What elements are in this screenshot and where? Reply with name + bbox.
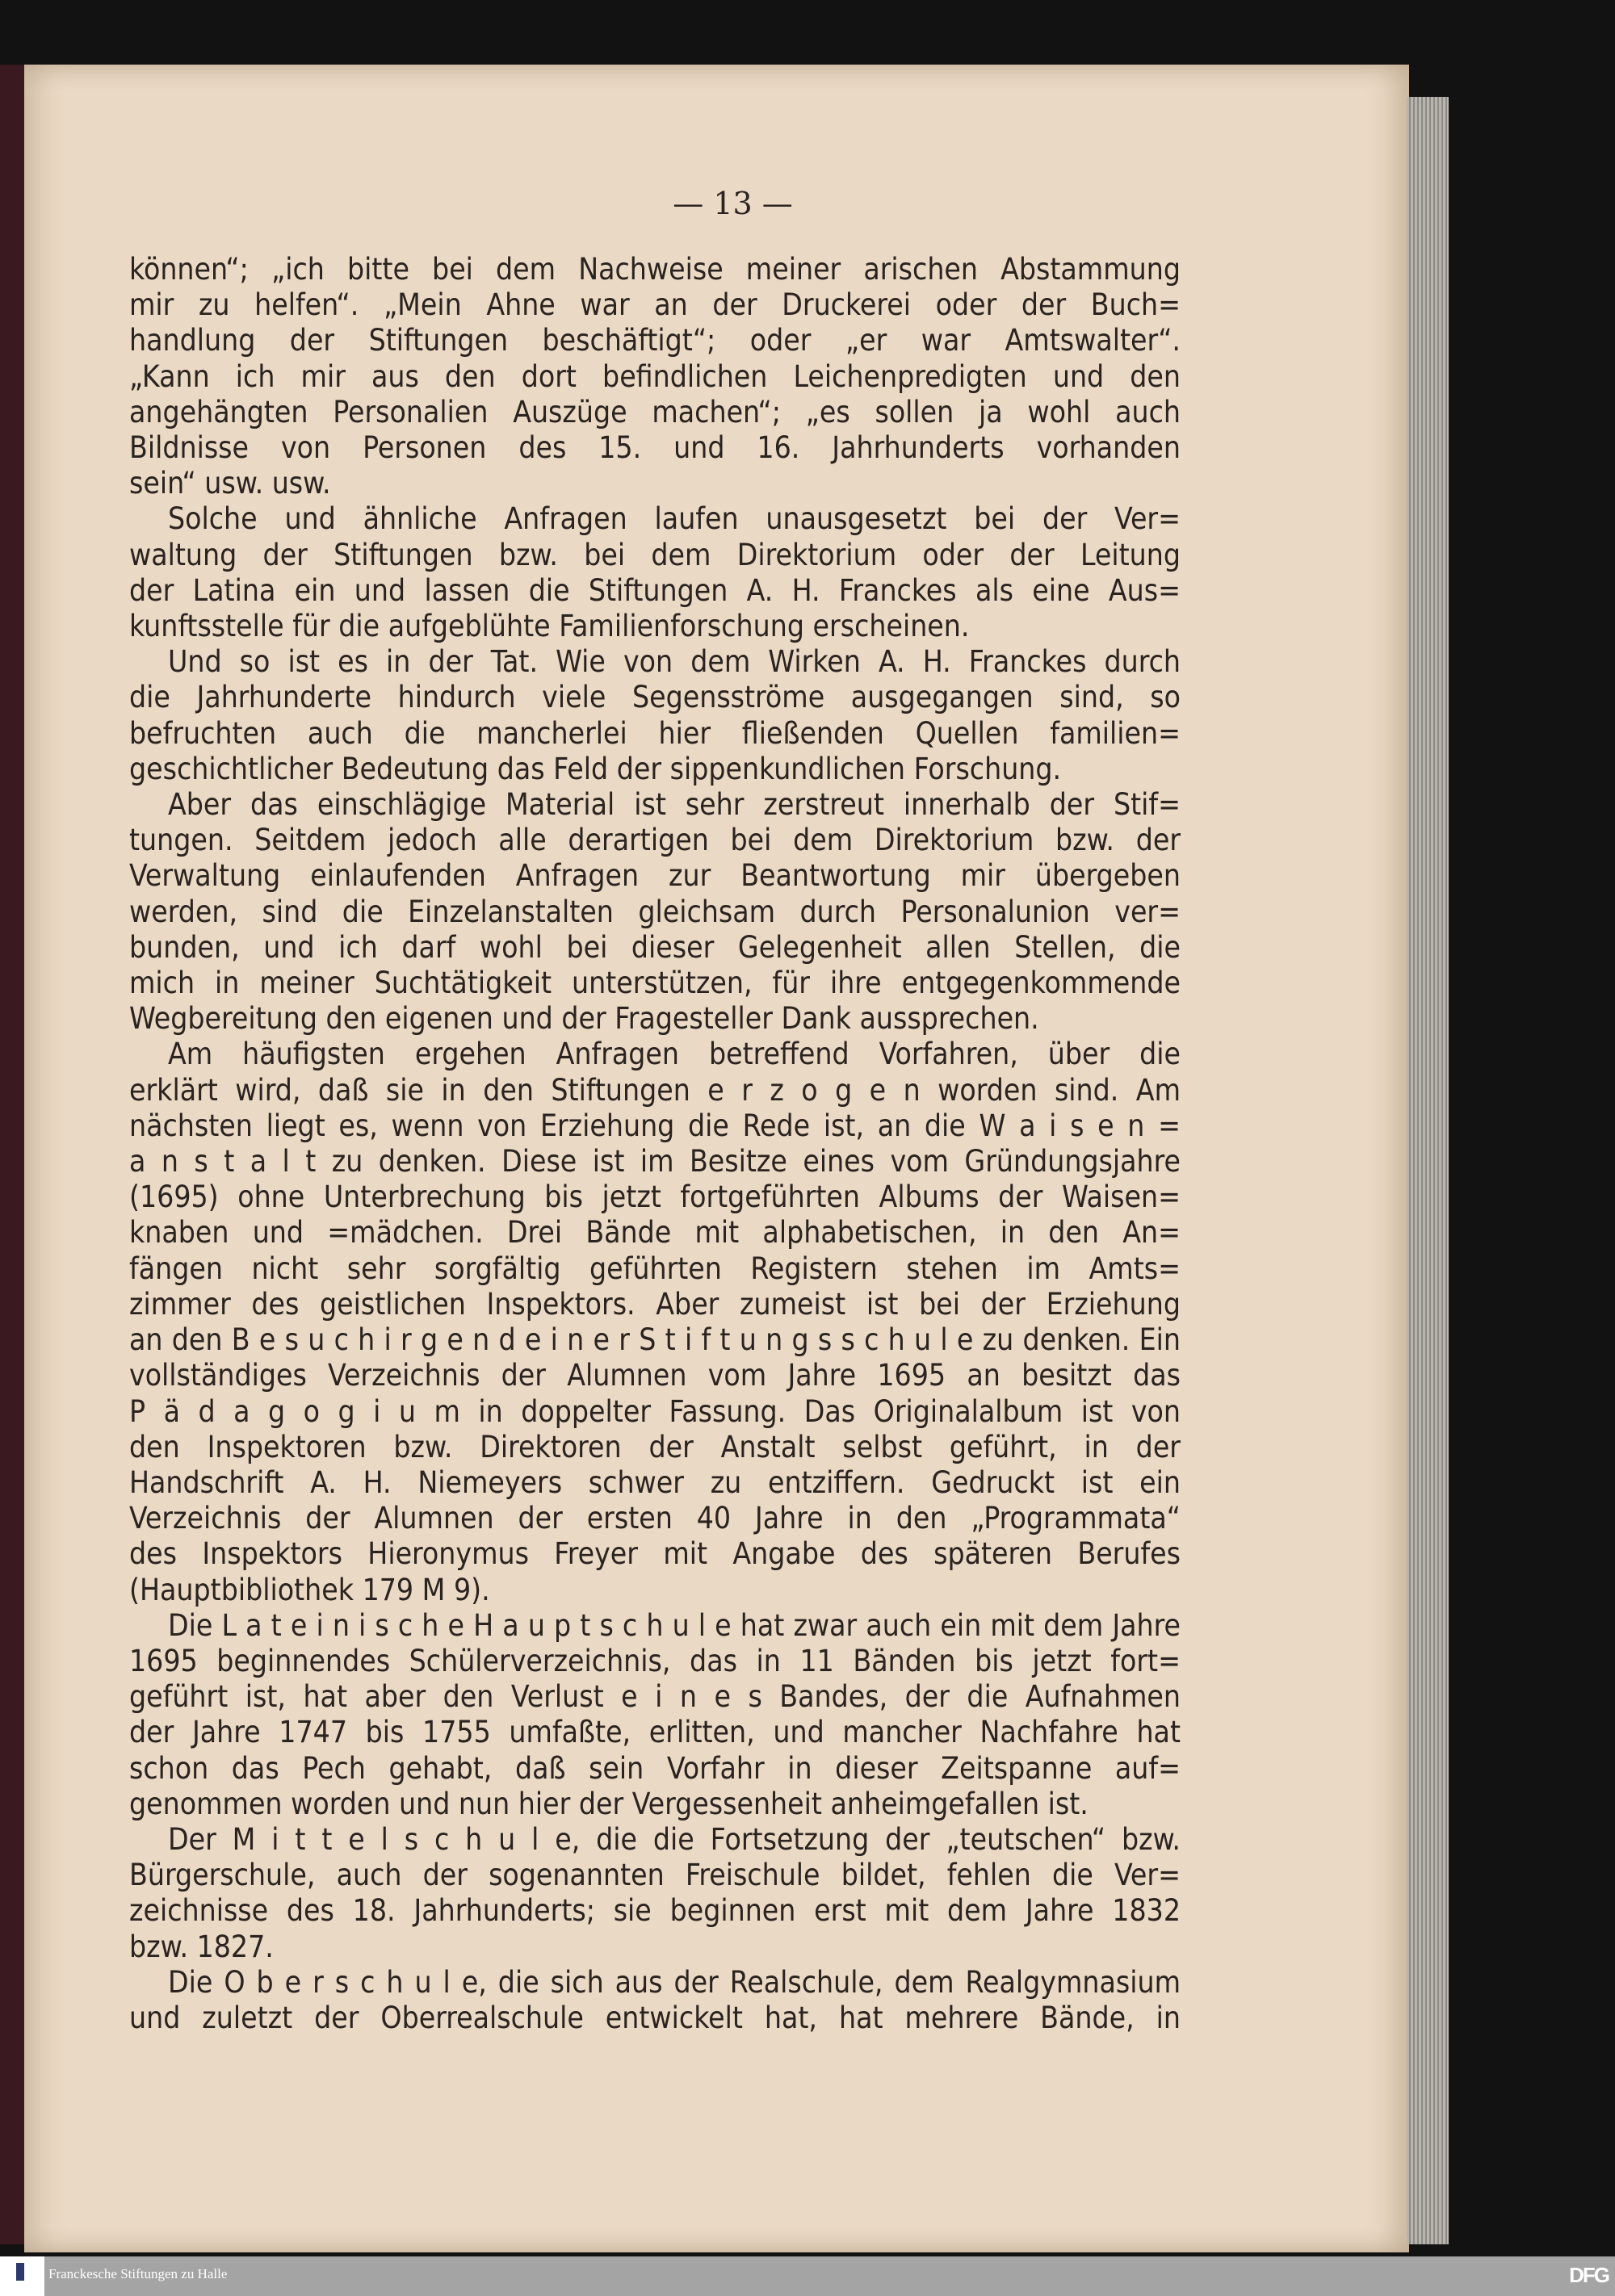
footer-bar bbox=[0, 2256, 1615, 2296]
text-line: Die O b e r s c h u l e, die sich aus der Realschule, dem Realgymnasium bbox=[168, 1964, 1181, 2000]
text-line: die Jahrhunderte hindurch viele Segensströme ausgegangen sind, so bbox=[129, 680, 1181, 715]
text-line: befruchten auch die mancherlei hier fließenden Quellen familien= bbox=[129, 715, 1181, 751]
text-line: des Inspektors Hieronymus Freyer mit Angabe des späteren Berufes bbox=[129, 1536, 1181, 1572]
text-line: schon das Pech gehabt, daß sein Vorfahr in dieser Zeitspanne auf= bbox=[129, 1750, 1181, 1786]
text-line: der Latina ein und lassen die Stiftungen A. H. Franckes als eine Aus= bbox=[129, 572, 1181, 608]
text-line: knaben und =mädchen. Drei Bände mit alphabetischen, in den An= bbox=[129, 1215, 1181, 1251]
text-line: fängen nicht sehr sorgfältig geführten Registern stehen im Amts= bbox=[129, 1251, 1181, 1286]
text-line: genommen worden und nun hier der Vergessenheit anheimgefallen ist. bbox=[129, 1786, 1089, 1821]
text-line: a n s t a l t zu denken. Diese ist im Besitze eines vom Gründungsjahre bbox=[129, 1144, 1181, 1179]
text-line: tungen. Seitdem jedoch alle derartigen bei dem Direktorium bzw. der bbox=[129, 823, 1181, 858]
text-line: Verzeichnis der Alumnen der ersten 40 Jahre in den „Programmata“ bbox=[129, 1501, 1181, 1536]
text-line: bunden, und ich darf wohl bei dieser Gelegenheit allen Stellen, die bbox=[129, 929, 1181, 965]
page-number: — 13 — bbox=[673, 186, 793, 221]
text-line: mich in meiner Suchtätigkeit unterstützen, für ihre entgegenkommende bbox=[129, 966, 1181, 1001]
text-line: können“; „ich bitte bei dem Nachweise meiner arischen Abstammung bbox=[129, 252, 1181, 287]
text-line: (Hauptbibliothek 179 M 9). bbox=[129, 1572, 490, 1607]
text-line: Bürgerschule, auch der sogenannten Freischule bildet, fehlen die Ver= bbox=[129, 1858, 1181, 1893]
text-line: und zuletzt der Oberrealschule entwickelt hat, hat mehrere Bände, in bbox=[129, 2000, 1181, 2035]
text-line: geführt ist, hat aber den Verlust e i n e s Bandes, der die Aufnahmen bbox=[129, 1679, 1181, 1715]
text-line: angehängten Personalien Auszüge machen“; „es sollen ja wohl auch bbox=[129, 394, 1181, 429]
text-line: Handschrift A. H. Niemeyers schwer zu entziffern. Gedruckt ist ein bbox=[129, 1464, 1181, 1500]
text-line: werden, sind die Einzelanstalten gleichsam durch Personalunion ver= bbox=[129, 894, 1181, 929]
text-line: sein“ usw. usw. bbox=[129, 466, 331, 501]
text-line: handlung der Stiftungen beschäftigt“; oder „er war Amtswalter“. bbox=[129, 323, 1181, 358]
text-line: waltung der Stiftungen bzw. bei dem Direktorium oder der Leitung bbox=[129, 537, 1181, 572]
text-line: mir zu helfen“. „Mein Ahne war an der Druckerei oder der Buch= bbox=[129, 287, 1181, 323]
text-line: Aber das einschlägige Material ist sehr zerstreut innerhalb der Stif= bbox=[168, 787, 1181, 823]
text-line: (1695) ohne Unterbrechung bis jetzt fortgeführten Albums der Waisen= bbox=[129, 1179, 1181, 1215]
text-line: zeichnisse des 18. Jahrhunderts; sie beginnen erst mit dem Jahre 1832 bbox=[129, 1893, 1181, 1929]
text-line: zimmer des geistlichen Inspektors. Aber zumeist ist bei der Erziehung bbox=[129, 1286, 1181, 1322]
logo-figure-icon bbox=[16, 2263, 24, 2281]
text-line: Wegbereitung den eigenen und der Fragesteller Dank aussprechen. bbox=[129, 1001, 1039, 1037]
dfg-logo[interactable]: DFG bbox=[1569, 2263, 1609, 2287]
institution-logo[interactable] bbox=[0, 2256, 44, 2296]
text-line: Und so ist es in der Tat. Wie von dem Wirken A. H. Franckes durch bbox=[168, 644, 1181, 680]
page-edges bbox=[1407, 97, 1449, 2244]
text-line: Der M i t t e l s c h u l e, die die Fortsetzung der „teutschen“ bzw. bbox=[168, 1821, 1181, 1857]
text-line: den Inspektoren bzw. Direktoren der Anstalt selbst geführt, in der bbox=[129, 1429, 1181, 1464]
text-line: bzw. 1827. bbox=[129, 1929, 274, 1964]
text-line: vollständiges Verzeichnis der Alumnen vom Jahre 1695 an besitzt das bbox=[129, 1358, 1181, 1393]
text-line: 1695 beginnendes Schülerverzeichnis, das in 11 Bänden bis jetzt fort= bbox=[129, 1643, 1181, 1678]
text-line: „Kann ich mir aus den dort befindlichen Leichenpredigten und den bbox=[129, 358, 1181, 394]
text-line: geschichtlicher Bedeutung das Feld der sippenkundlichen Forschung. bbox=[129, 751, 1062, 786]
text-line: kunftsstelle für die aufgeblühte Familienforschung erscheinen. bbox=[129, 609, 970, 644]
text-line: Am häufigsten ergehen Anfragen betreffend Vorfahren, über die bbox=[168, 1037, 1181, 1072]
text-line: Bildnisse von Personen des 15. und 16. Jahrhunderts vorhanden bbox=[129, 430, 1181, 466]
text-line: Die L a t e i n i s c h e H a u p t s c h u l e hat zwar auch ein mit dem Jahre bbox=[168, 1607, 1181, 1643]
body-text bbox=[129, 252, 1181, 2036]
text-line: Verwaltung einlaufenden Anfragen zur Beantwortung mir übergeben bbox=[129, 858, 1181, 894]
text-line: der Jahre 1747 bis 1755 umfaßte, erlitten, und mancher Nachfahre hat bbox=[129, 1715, 1181, 1750]
text-line: nächsten liegt es, wenn von Erziehung die Rede ist, an die W a i s e n = bbox=[129, 1108, 1181, 1143]
text-line: an den B e s u c h i r g e n d e i n e r S t i f t u n g s s c h u l e zu denken. Ein bbox=[129, 1322, 1181, 1358]
text-line: Solche und ähnliche Anfragen laufen unausgesetzt bei der Ver= bbox=[168, 501, 1181, 537]
institution-name[interactable]: Franckesche Stiftungen zu Halle bbox=[48, 2266, 228, 2281]
text-line: erklärt wird, daß sie in den Stiftungen e r z o g e n worden sind. Am bbox=[129, 1072, 1181, 1108]
text-line: P ä d a g o g i u m in doppelter Fassung. Das Originalalbum ist von bbox=[129, 1393, 1181, 1429]
